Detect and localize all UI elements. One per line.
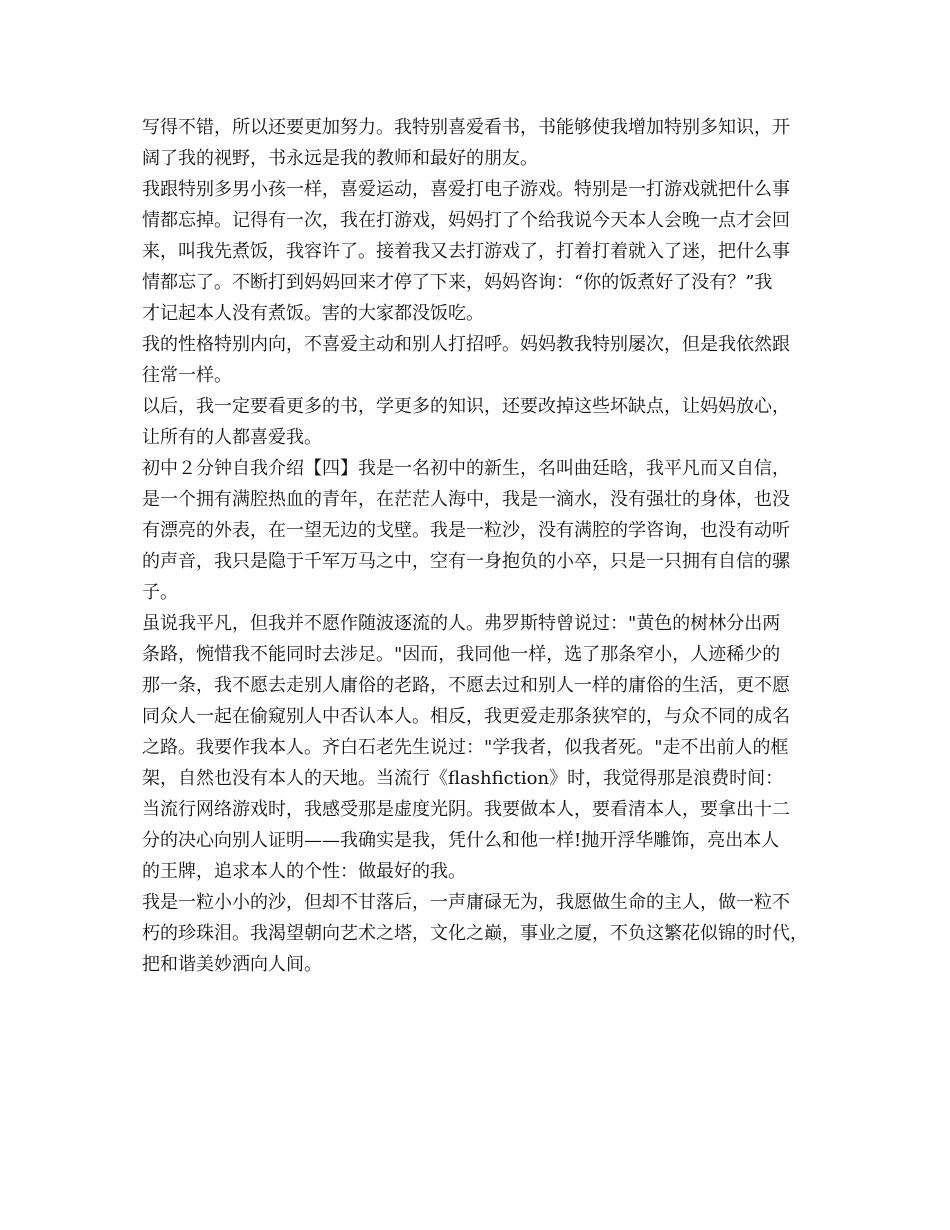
text-line: 的声音，我只是隐于千军万马之中，空有一身抱负的小卒，只是一只拥有自信的骡 (142, 551, 790, 572)
text-line: 阔了我的视野，书永远是我的教师和最好的朋友。 (142, 148, 538, 169)
text-line: 之路。我要作我本人。齐白石老先生说过："学我者，似我者死。"走不出前人的框 (142, 737, 789, 758)
text-line: 以后，我一定要看更多的书，学更多的知识，还要改掉这些坏缺点，让妈妈放心， (142, 396, 790, 417)
text-line: 分的决心向别人证明——我确实是我，凭什么和他一样!抛开浮华雕饰，亮出本人 (142, 830, 780, 851)
text-line: 来，叫我先煮饭，我容许了。接着我又去打游戏了，打着打着就入了迷，把什么事 (142, 241, 790, 262)
text-line: 架，自然也没有本人的天地。当流行《flashfiction》时，我觉得那是浪费时间： (142, 768, 784, 789)
text-line: 我跟特别多男小孩一样，喜爱运动，喜爱打电子游戏。特别是一打游戏就把什么事 (142, 179, 790, 200)
text-line: 情都忘掉。记得有一次，我在打游戏，妈妈打了个给我说今天本人会晚一点才会回 (142, 210, 790, 231)
paragraph-4 (142, 391, 827, 453)
text-line: 情都忘了。不断打到妈妈回来才停了下来，妈妈咨询：“你的饭煮好了没有？”我 (142, 272, 773, 293)
text-line: 写得不错，所以还要更加努力。我特别喜爱看书，书能够使我增加特别多知识，开 (142, 117, 790, 138)
paragraph-7 (142, 887, 827, 980)
text-line: 我的性格特别内向，不喜爱主动和别人打招呼。妈妈教我特别屡次，但是我依然跟 (142, 334, 790, 355)
text-line: 条路，惋惜我不能同时去涉足。"因而，我同他一样，选了那条窄小，人迹稀少的 (142, 644, 781, 665)
text-line: 那一条，我不愿去走别人庸俗的老路，不愿去过和别人一样的庸俗的生活，更不愿 (142, 675, 790, 696)
text-line: 同众人一起在偷窥别人中否认本人。相反，我更爱走那条狭窄的，与众不同的成名 (142, 706, 790, 727)
text-line: 朽的珍珠泪。我渴望朝向艺术之塔，文化之巅，事业之厦，不负这繁花似锦的时代， (142, 923, 808, 944)
paragraph-6 (142, 608, 827, 887)
text-line: 有漂亮的外表，在一望无边的戈壁。我是一粒沙，没有满腔的学咨询，也没有动听 (142, 520, 790, 541)
paragraph-1 (142, 112, 827, 174)
text-line: 子。 (142, 582, 178, 603)
paragraph-3 (142, 329, 827, 391)
text-line: 把和谐美妙洒向人间。 (142, 954, 322, 975)
paragraph-5 (142, 453, 827, 608)
text-line: 才记起本人没有煮饭。害的大家都没饭吃。 (142, 303, 484, 324)
text-line: 当流行网络游戏时，我感受那是虚度光阴。我要做本人，要看清本人，要拿出十二 (142, 799, 790, 820)
text-line: 我是一粒小小的沙，但却不甘落后，一声庸碌无为，我愿做生命的主人，做一粒不 (142, 892, 790, 913)
text-line: 让所有的人都喜爱我。 (142, 427, 322, 448)
text-line: 的王牌，追求本人的个性：做最好的我。 (142, 861, 466, 882)
text-line: 虽说我平凡，但我并不愿作随波逐流的人。弗罗斯特曾说过："黄色的树林分出两 (142, 613, 781, 634)
text-line: 是一个拥有满腔热血的青年，在茫茫人海中，我是一滴水，没有强壮的身体，也没 (142, 489, 790, 510)
text-line: 往常一样。 (142, 365, 232, 386)
document-body (142, 112, 827, 980)
paragraph-2 (142, 174, 827, 329)
text-line: 初中２分钟自我介绍【四】我是一名初中的新生，名叫曲廷晗，我平凡而又自信， (142, 458, 790, 479)
